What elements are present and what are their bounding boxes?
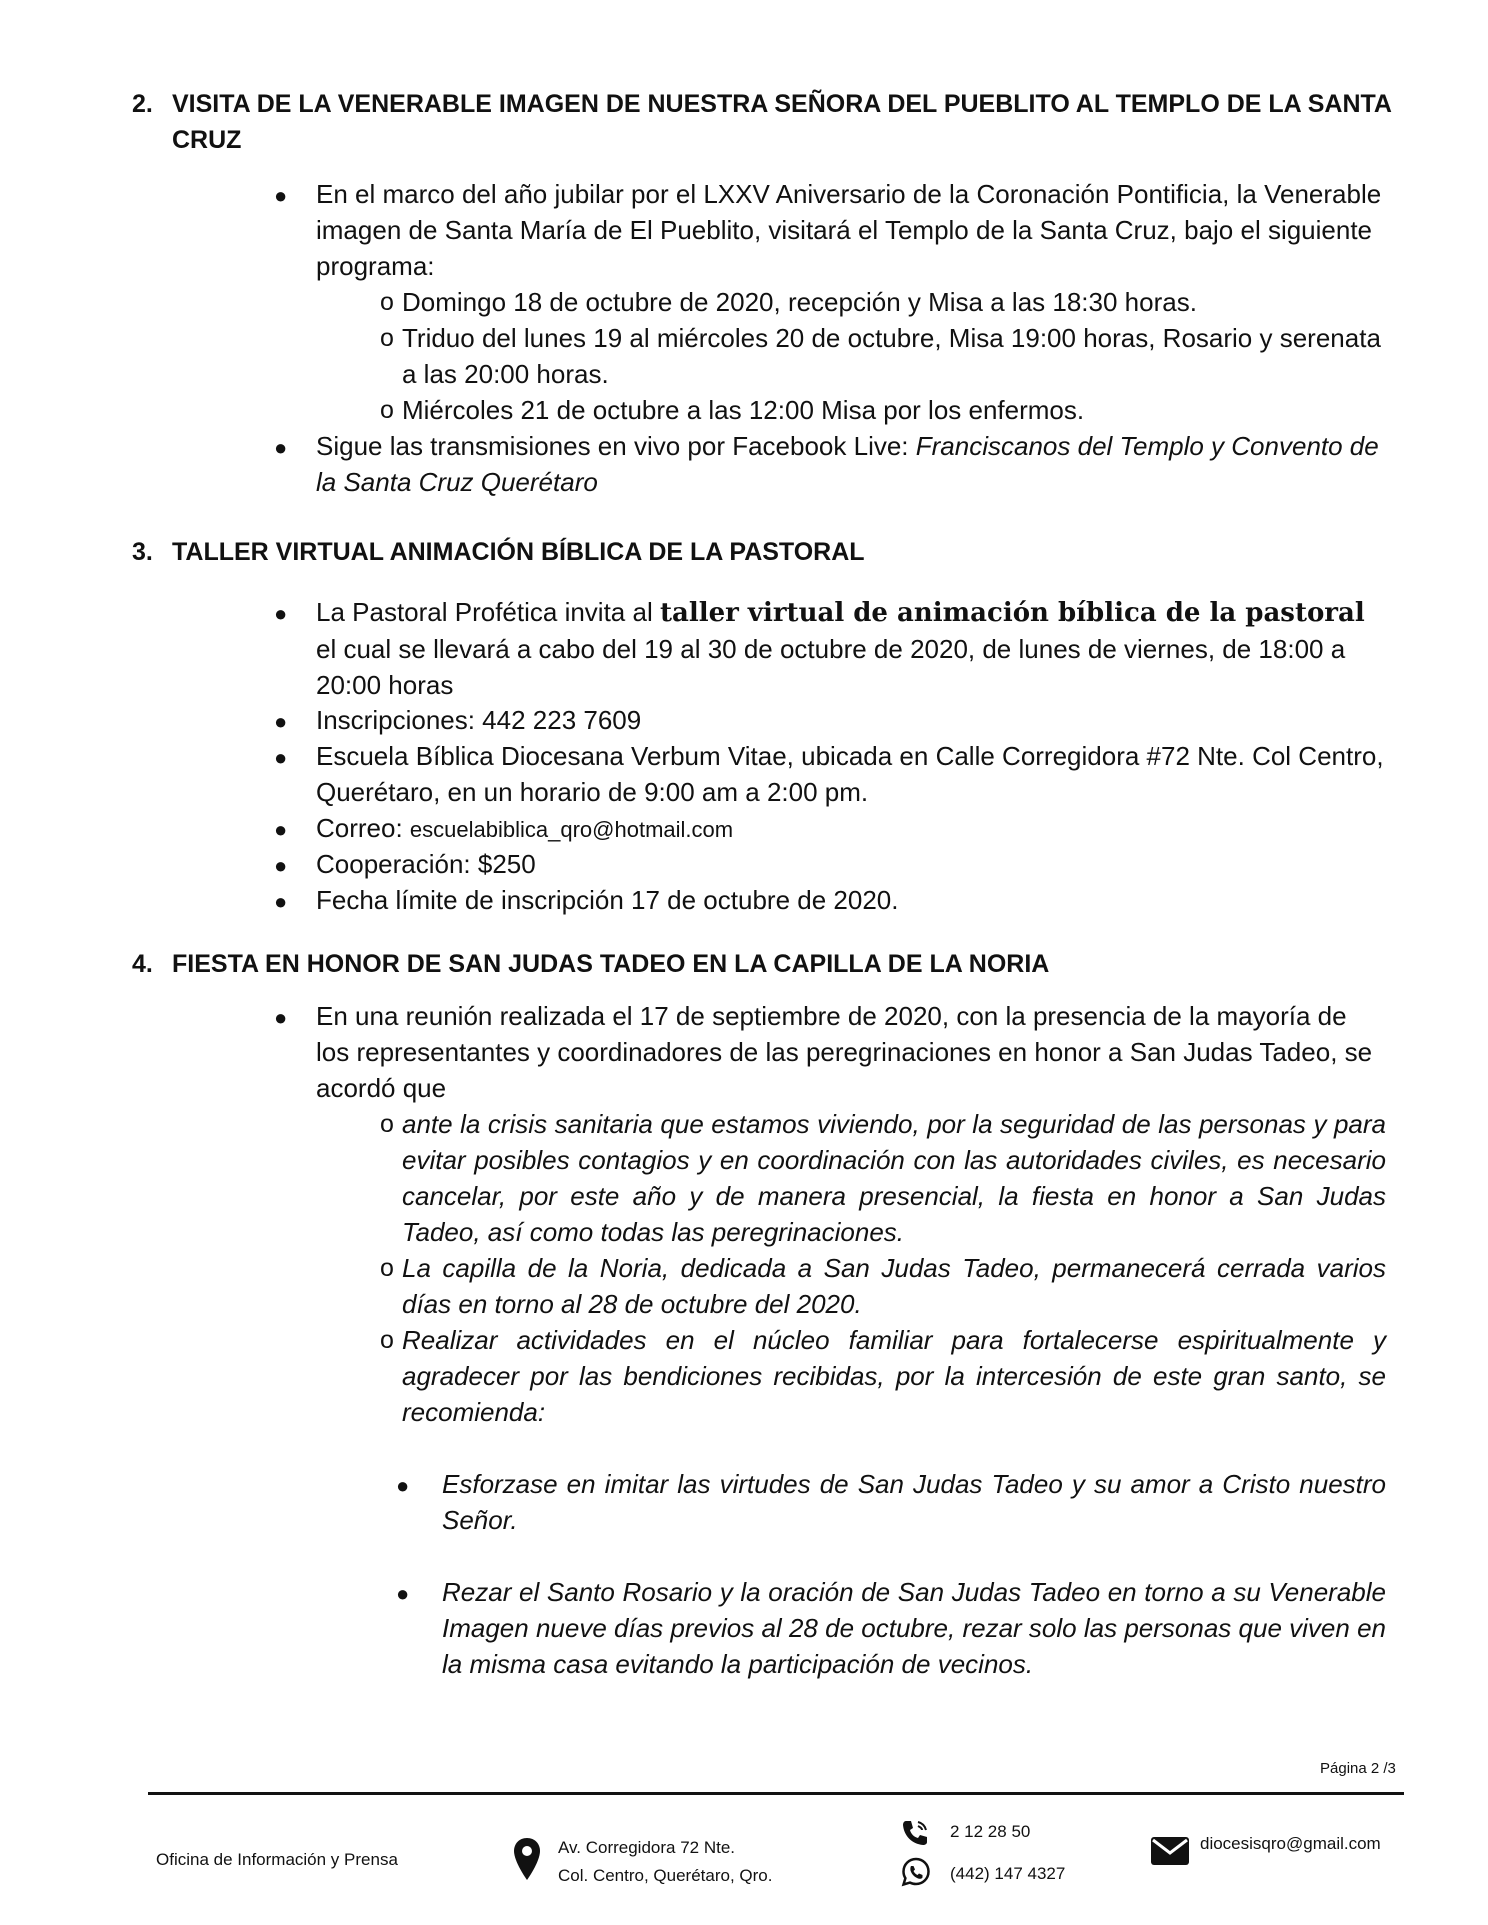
section-4-heading [132,946,1402,982]
office-name: Oficina de Información y Prensa [156,1850,398,1869]
workshop-dates: el cual se llevará a cabo del 19 al 30 de octubre de 2020, de lunes de viernes, de 18:00 a 20:00 horas [316,634,1346,700]
page-number: Página 2 /3 [1320,1760,1396,1777]
whatsapp-icon [900,1856,932,1893]
footer-divider [148,1792,1404,1795]
location-pin-icon [512,1836,542,1887]
section-4-bullet-1: En una reunión realizada el 17 de septiembre de 2020, con la presencia de la mayoría de los representantes y coordinadores de las peregrinaciones en honor a San Judas Tadeo, se acordó que [316,1001,1373,1103]
section-4-sub-2: La capilla de la Noria, dedicada a San Judas Tadeo, permanecerá cerrada varios días en torno al 28 de octubre del 2020. [402,1253,1386,1319]
section-number: 4. [132,950,153,978]
bullet-icon: ● [274,817,288,842]
invitation-text: La Pastoral Profética invita al [316,597,660,627]
workshop-name: taller virtual de animación bíblica de la pastoral [659,598,1365,628]
section-2-sub-3: Miércoles 21 de octubre a las 12:00 Misa por los enfermos. [402,395,1085,425]
address-line-1: Av. Corregidora 72 Nte. [558,1838,736,1857]
section-4-sub-3: Realizar actividades en el núcleo familiar para fortalecerse espiritualmente y agradecer por las bendiciones recibidas, por la intercesión de este gran santo, se recomienda: [402,1325,1386,1427]
phone-icon [900,1818,930,1853]
registration-deadline: Fecha límite de inscripción 17 de octubre de 2020. [316,885,899,915]
section-number: 2. [132,90,153,118]
facebook-page-name: Franciscanos del Templo y Convento de la Santa Cruz Querétaro [316,431,1379,497]
contact-email: escuelabiblica_qro@hotmail.com [409,817,734,842]
bullet-icon: ● [396,1581,410,1606]
section-2-heading [132,86,1402,158]
bullet-icon: ● [274,709,288,734]
phone-landline: 2 12 28 50 [950,1822,1031,1841]
bullet-icon: ● [274,745,288,770]
bullet-icon: ● [274,889,288,914]
section-number: 3. [132,538,153,566]
section-2-bullet-2 [316,428,1386,500]
section-title: TALLER VIRTUAL ANIMACIÓN BÍBLICA DE LA PASTORAL [172,538,865,566]
bullet-icon: ● [274,601,288,626]
sub-bullet-icon: o [380,288,394,316]
section-2-sub-1: Domingo 18 de octubre de 2020, recepción y Misa a las 18:30 horas. [402,287,1197,317]
section-2-sub-2: Triduo del lunes 19 al miércoles 20 de octubre, Misa 19:00 horas, Rosario y serenata a las 20:00 horas. [402,323,1381,389]
registration-phone: Inscripciones: 442 223 7609 [316,705,642,735]
address-line-2: Col. Centro, Querétaro, Qro. [558,1866,773,1885]
recommendation-1: Esforzase en imitar las virtudes de San Judas Tadeo y su amor a Cristo nuestro Señor. [442,1469,1386,1535]
section-2-bullet-1: En el marco del año jubilar por el LXXV Aniversario de la Coronación Pontificia, la Venerable imagen de Santa María de El Pueblito, visitará el Templo de la Santa Cruz, bajo el siguiente programa: [316,179,1382,281]
sub-bullet-icon: o [380,1110,394,1138]
email-label: Correo: [316,813,410,843]
bullet-icon: ● [274,853,288,878]
envelope-icon [1150,1836,1190,1871]
school-address: Escuela Bíblica Diocesana Verbum Vitae, ubicada en Calle Corregidora #72 Nte. Col Centro, Querétaro, en un horario de 9:00 am a 2:00 pm. [316,741,1384,807]
bullet-icon: ● [274,183,288,208]
phone-whatsapp: (442) 147 4327 [950,1864,1066,1883]
bullet-icon: ● [274,1005,288,1030]
section-3-bullet-1 [316,594,1386,703]
contact-email-line [316,810,1386,848]
recommendation-2: Rezar el Santo Rosario y la oración de San Judas Tadeo en torno a su Venerable Imagen nueve días previos al 28 de octubre, rezar solo las personas que viven en la misma casa evitando la participación de vecinos. [442,1577,1386,1679]
section-title: VISITA DE LA VENERABLE IMAGEN DE NUESTRA SEÑORA DEL PUEBLITO AL TEMPLO DE LA SANTA CRUZ [172,90,1392,154]
bullet-icon: ● [274,435,288,460]
section-4-sub-1: ante la crisis sanitaria que estamos viviendo, por la seguridad de las personas y para evitar posibles contagios y en coordinación con las autoridades civiles, es necesario cancelar, por este año y de manera presencial, la fiesta en honor a San Judas Tadeo, así como todas las peregrinaciones. [402,1109,1386,1247]
section-title: FIESTA EN HONOR DE SAN JUDAS TADEO EN LA CAPILLA DE LA NORIA [172,950,1050,978]
section-3-heading [132,534,1402,570]
sub-bullet-icon: o [380,324,394,352]
bullet-icon: ● [396,1473,410,1498]
sub-bullet-icon: o [380,1326,394,1354]
facebook-live-label: Sigue las transmisiones en vivo por Facebook Live: [316,431,916,461]
sub-bullet-icon: o [380,396,394,424]
sub-bullet-icon: o [380,1254,394,1282]
footer-email: diocesisqro@gmail.com [1200,1834,1381,1853]
cooperation-fee: Cooperación: $250 [316,849,536,879]
